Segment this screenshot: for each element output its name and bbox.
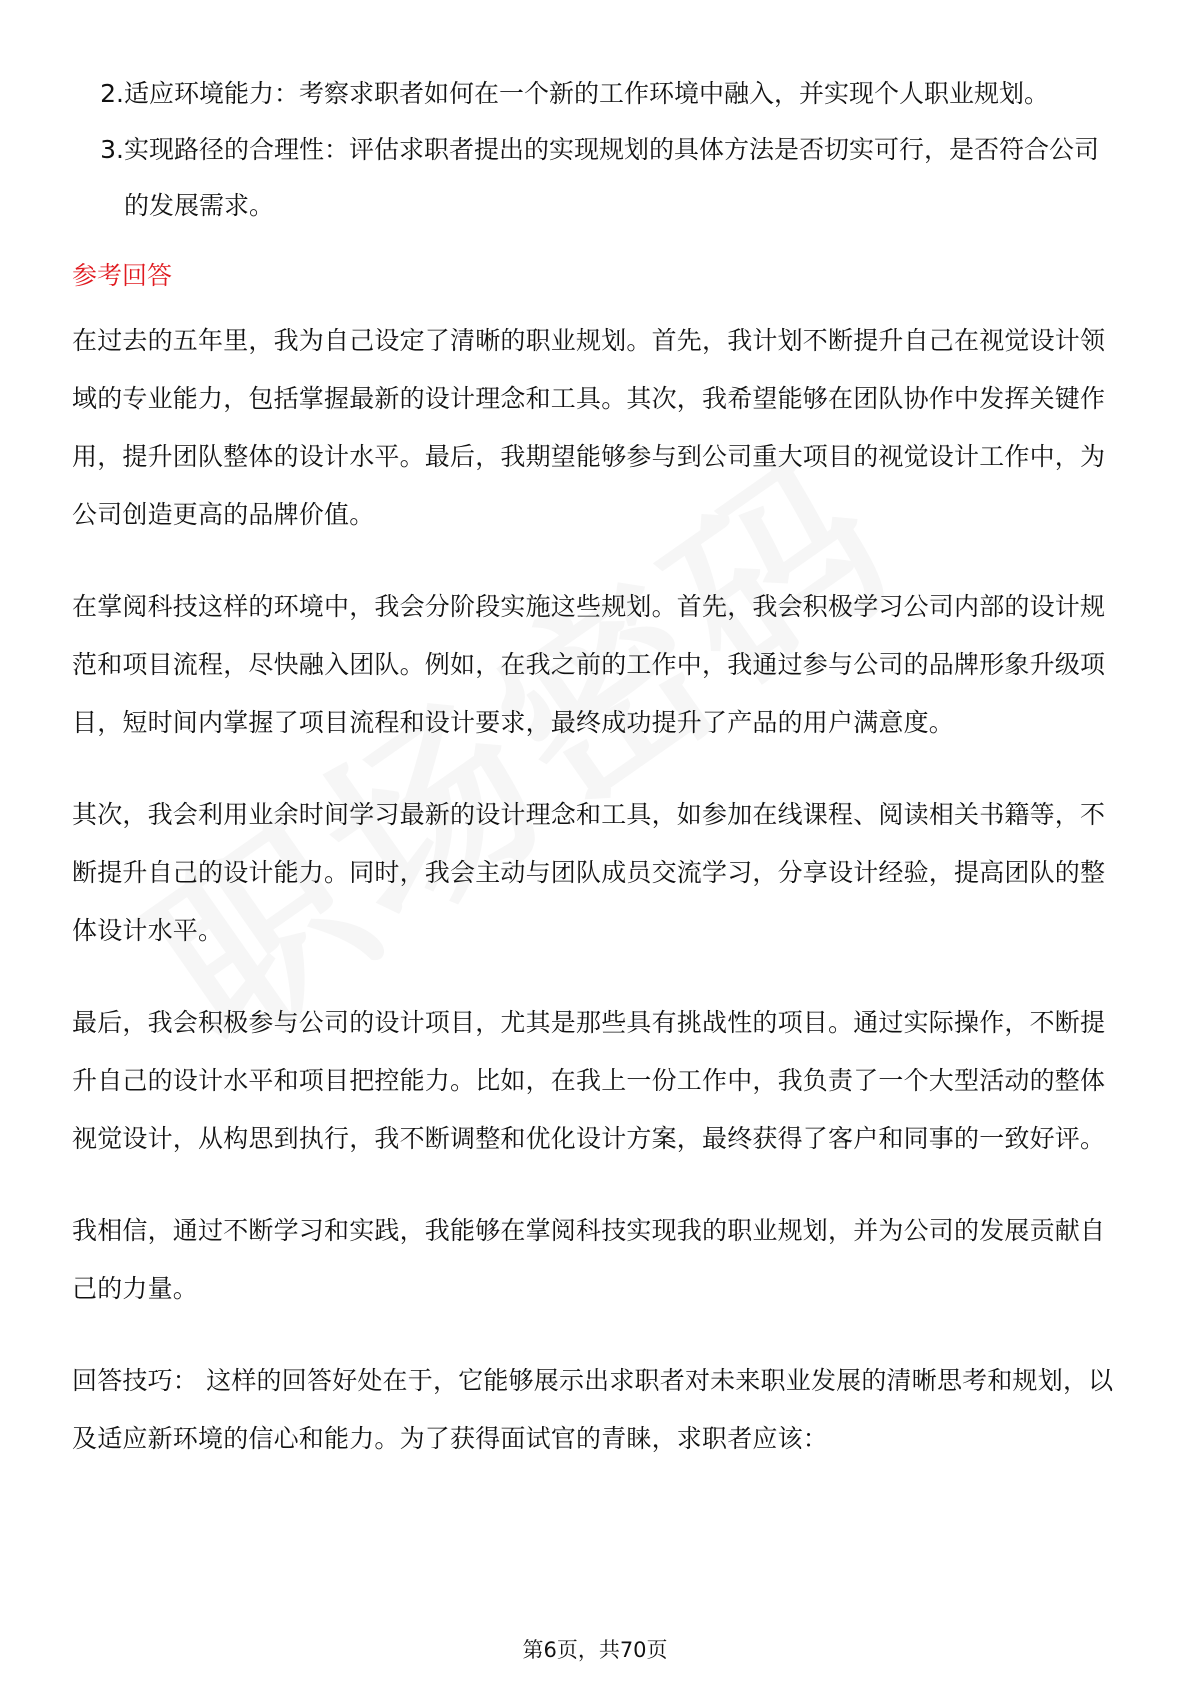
list-text: 适应环境能力：考察求职者如何在一个新的工作环境中融入，并实现个人职业规划。	[124, 79, 1050, 108]
paragraph: 我相信，通过不断学习和实践，我能够在掌阅科技实现我的职业规划，并为公司的发展贡献自己的力量。	[72, 1216, 1106, 1303]
page-content	[72, 66, 1122, 1502]
paragraph: 最后，我会积极参与公司的设计项目，尤其是那些具有挑战性的项目。通过实际操作，不断提升自己的设计水平和项目把控能力。比如，在我上一份工作中，我负责了一个大型活动的整体视觉设计，从构思到执行，我不断调整和优化设计方案，最终获得了客户和同事的一致好评。	[72, 1008, 1106, 1153]
paragraph: 回答技巧： 这样的回答好处在于，它能够展示出求职者对未来职业发展的清晰思考和规划，以及适应新环境的信心和能力。为了获得面试官的青睐，求职者应该：	[72, 1366, 1114, 1453]
list-number: 2.	[100, 79, 124, 108]
paragraph: 在过去的五年里，我为自己设定了清晰的职业规划。首先，我计划不断提升自己在视觉设计领域的专业能力，包括掌握最新的设计理念和工具。其次，我希望能够在团队协作中发挥关键作用，提升团队整体的设计水平。最后，我期望能够参与到公司重大项目的视觉设计工作中，为公司创造更高的品牌价值。	[72, 326, 1106, 529]
list-item	[72, 122, 1122, 234]
page-footer: 第6页，共70页	[522, 1638, 668, 1662]
section-heading: 参考回答	[72, 261, 173, 290]
list-text: 实现路径的合理性：评估求职者提出的实现规划的具体方法是否切实可行，是否符合公司的发展需求。	[124, 135, 1100, 220]
list-item	[72, 66, 1122, 122]
paragraph: 在掌阅科技这样的环境中，我会分阶段实施这些规划。首先，我会积极学习公司内部的设计规范和项目流程，尽快融入团队。例如，在我之前的工作中，我通过参与公司的品牌形象升级项目，短时间内掌握了项目流程和设计要求，最终成功提升了产品的用户满意度。	[72, 592, 1106, 737]
list-number: 3.	[100, 135, 124, 164]
paragraph: 其次，我会利用业余时间学习最新的设计理念和工具，如参加在线课程、阅读相关书籍等，不断提升自己的设计能力。同时，我会主动与团队成员交流学习，分享设计经验，提高团队的整体设计水平。	[72, 800, 1106, 945]
